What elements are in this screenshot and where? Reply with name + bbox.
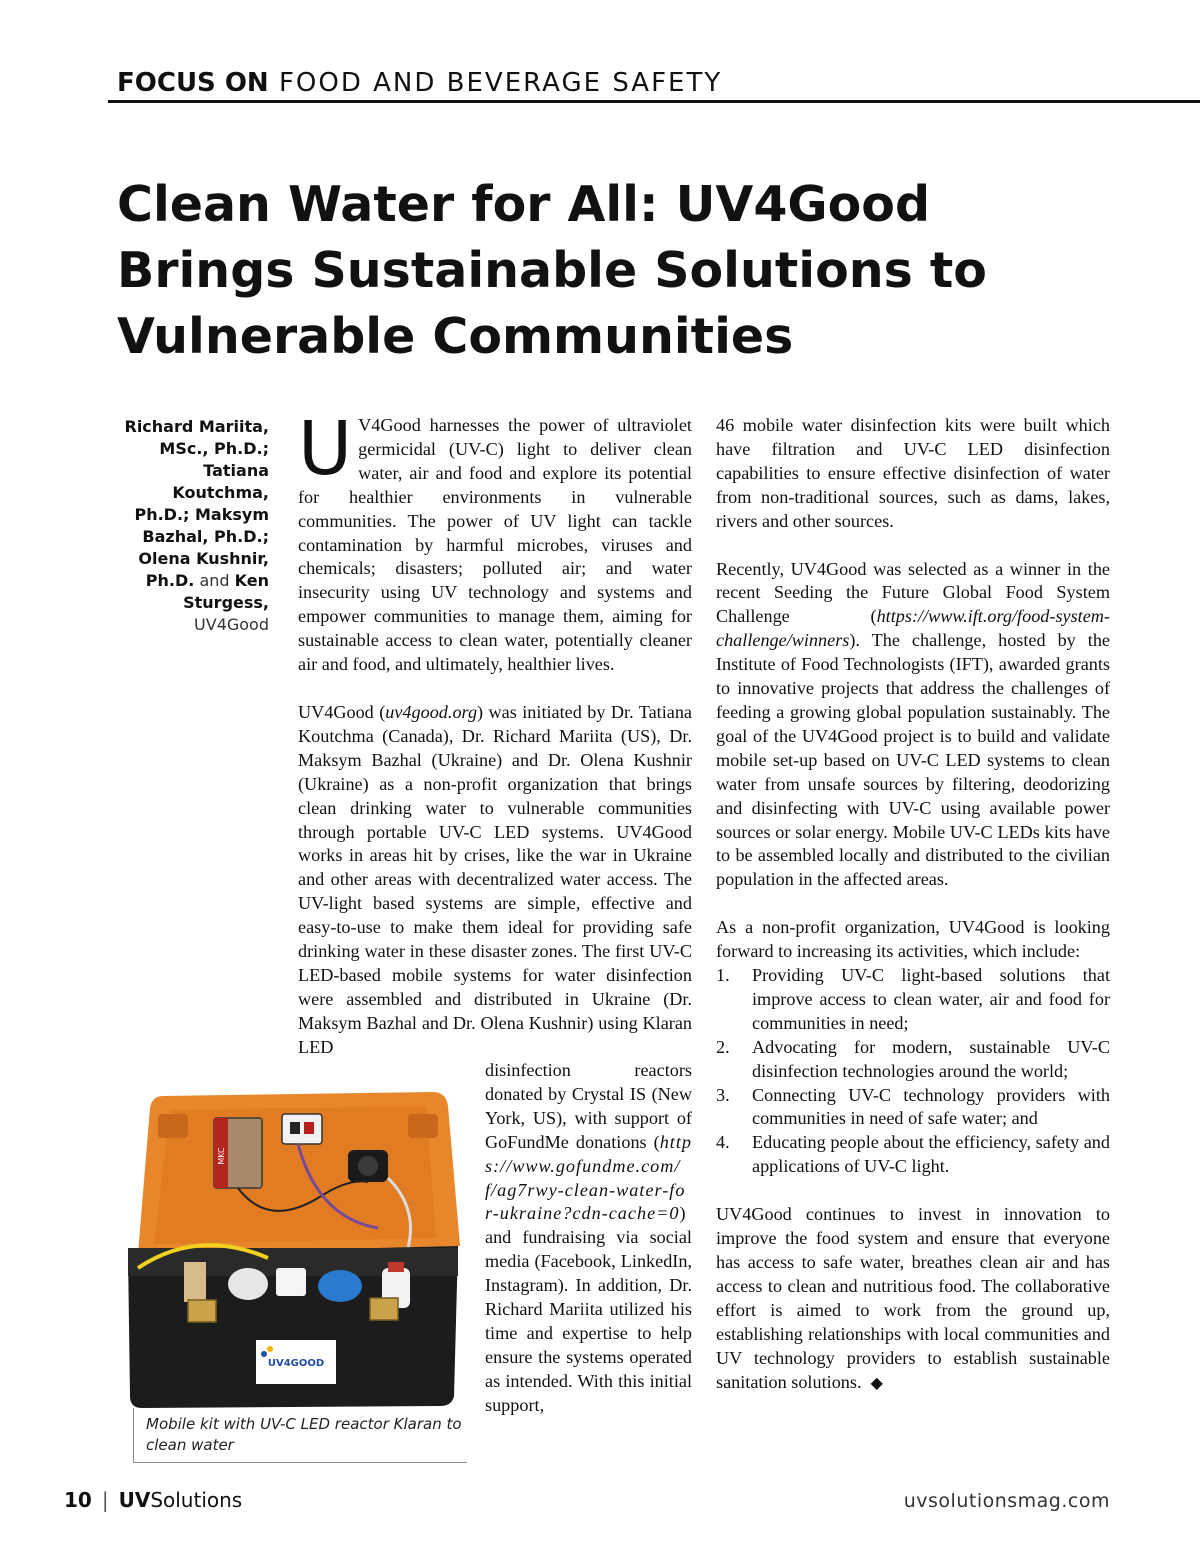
- inverter-label: MKC: [217, 1147, 226, 1165]
- list-text: Providing UV-C light-based solutions that improve access to clean water, air and food for communities in need;: [752, 965, 1110, 1033]
- donation-text-b: ) and fundraising via social media (Facebook, LinkedIn, Instagram). In addition, Dr. Richard Mariita utilized his time and expertise to help ensure the systems operated as intended. With this initial support,: [485, 1203, 692, 1415]
- history-text-a: UV4Good (: [298, 701, 386, 722]
- footer-separator: |: [101, 1488, 109, 1512]
- header-focus-on: FOCUS ON: [117, 68, 269, 98]
- article-column-2: [716, 414, 1110, 1395]
- list-item: [716, 1131, 1110, 1179]
- page-number: 10: [64, 1488, 92, 1512]
- wood-block: [184, 1262, 206, 1302]
- uv4good-link[interactable]: uv4good.org: [385, 701, 478, 722]
- list-text: Advocating for modern, sustainable UV-C disinfection technologies around the world;: [752, 1036, 1110, 1081]
- ift-link[interactable]: https://www.ift.org/food-system-challenge/winners: [716, 606, 1110, 651]
- list-number: 3.: [716, 1084, 730, 1105]
- byline-authors: Richard Mariita, MSc., Ph.D.; Tatiana Koutchma, Ph.D.; Maksym Bazhal, Ph.D.; Olena Kushnir, Ph.D.: [124, 417, 269, 590]
- logo-dot: [261, 1351, 267, 1357]
- footer-website[interactable]: uvsolutionsmag.com: [903, 1490, 1110, 1512]
- header-topic: FOOD AND BEVERAGE SAFETY: [278, 68, 723, 98]
- intro-paragraph: [298, 406, 692, 677]
- switch-button: [304, 1122, 314, 1134]
- latch-left: [188, 1300, 216, 1322]
- lid-clip-right: [408, 1114, 438, 1138]
- list-number: 2.: [716, 1036, 730, 1057]
- filter-housing: [228, 1268, 268, 1300]
- article-title: Clean Water for All: UV4Good Brings Sustainable Solutions to Vulnerable Communities: [117, 176, 987, 365]
- list-item: [716, 964, 1110, 1036]
- logo-dot: [267, 1346, 273, 1352]
- section-header: [117, 68, 722, 98]
- pump-motor: [358, 1156, 378, 1176]
- challenge-text-a: Recently, UV4Good was selected as a winner in the recent Seeding the Future Global Food System Challenge (: [716, 558, 1110, 627]
- magazine-name-rest: Solutions: [150, 1488, 243, 1512]
- activities-list: [716, 964, 1110, 1179]
- photo-caption: Mobile kit with UV-C LED reactor Klaran to clean water: [133, 1408, 467, 1463]
- activities-intro: As a non-profit organization, UV4Good is looking forward to increasing its activities, which include:: [716, 917, 1110, 962]
- donation-paragraph: [485, 1059, 692, 1418]
- closing-text: UV4Good continues to invest in innovation to improve the food system and ensure that everyone has access to safe water, breathes clean air and has access to clean and nutritious food. The collaborative effort is aimed to work from the ground up, establishing relationships with local communities and UV technology providers to establish sustainable sanitation solutions.: [716, 1204, 1110, 1392]
- byline-last-author: Ken Sturgess,: [183, 571, 269, 612]
- list-text: Connecting UV-C technology providers with communities in need of safe water; and: [752, 1084, 1110, 1129]
- closing-paragraph: [716, 1203, 1110, 1395]
- author-byline: [118, 416, 269, 636]
- article-column-1-continued: [485, 1059, 692, 1418]
- history-paragraph: [298, 701, 692, 1060]
- byline-and: and: [199, 571, 230, 590]
- history-text-b: ) was initiated by Dr. Tatiana Koutchma (Canada), Dr. Richard Mariita (US), Dr. Maksym Bazhal (Ukraine) and Dr. Olena Kushnir (Ukraine) as a non-profit organization that brings clean drinking water to vulnerable communities through portable UV-C LED systems. UV4Good works in areas hit by crises, like the war in Ukraine and other areas with decentralized water access. The UV-light based systems are simple, effective and easy-to-use to make them ideal for providing safe drinking water in these disaster zones. The first UV-C LED-based mobile systems for water disinfection were assembled and distributed in Ukraine (Dr. Maksym Bazhal and Dr. Olena Kushnir) using Klaran LED: [298, 701, 692, 1057]
- list-text: Educating people about the efficiency, safety and applications of UV-C light.: [752, 1132, 1110, 1177]
- challenge-paragraph: [716, 558, 1110, 893]
- mobile-kit-photo: [118, 1078, 468, 1408]
- footer-left: [64, 1488, 242, 1512]
- bottle-cap: [388, 1262, 404, 1272]
- gofundme-link[interactable]: https://www.gofundme.com/f/ag7rwy-clean-water-for-ukraine?cdn-cache=0: [485, 1131, 692, 1224]
- header-rule: [108, 100, 1200, 103]
- magazine-name-bold: UV: [118, 1488, 151, 1512]
- donation-text-a: disinfection reactors donated by Crystal IS (New York, US), with support of GoFundMe donations (: [485, 1060, 692, 1152]
- sticker-logo-text: UV4GOOD: [267, 1358, 325, 1369]
- list-number: 1.: [716, 965, 730, 986]
- intro-text: V4Good harnesses the power of ultraviolet germicidal (UV-C) light to deliver clean water, air and food and explore its potential for healthier environments in vulnerable communities. The power of UV light can tackle contamination by harmful microbes, viruses and chemicals; disasters; polluted air; and water insecurity using UV technology and systems and empower communities to manage them, aiming for sustainable access to clean water, potentially cleaner air and food, and ultimately, healthier lives.: [298, 415, 692, 675]
- switch-box: [282, 1114, 322, 1144]
- klaran-reactor: [276, 1268, 306, 1296]
- article-column-1: [298, 406, 692, 1060]
- list-number: 4.: [716, 1132, 730, 1153]
- challenge-text-b: ). The challenge, hosted by the Institute of Food Technologists (IFT), awarded grants to innovative projects that address the challenges of feeding a growing global population sustainably. The goal of the UV4Good project is to build and validate mobile set-up based on UV-C LED systems to clean water from unsafe sources by filtering, deodorizing and disinfecting with UV-C using available power sources or solar energy. Mobile UV-C LEDs kits have to be assembled locally and distributed to the civilian population in the affected areas.: [716, 630, 1110, 890]
- switch-red-button: [290, 1122, 300, 1134]
- drop-cap: U: [298, 406, 353, 492]
- latch-right: [370, 1298, 398, 1320]
- blue-container: [318, 1270, 362, 1302]
- end-mark-icon: ◆: [870, 1374, 883, 1392]
- list-item: [716, 1084, 1110, 1132]
- list-item: [716, 1036, 1110, 1084]
- lid-clip-left: [158, 1114, 188, 1138]
- kits-paragraph: 46 mobile water disinfection kits were built which have filtration and UV-C LED disinfection capabilities to ensure effective disinfection of water from non-traditional sources, such as dams, lakes, rivers and other sources.: [716, 415, 1110, 531]
- byline-org: UV4Good: [194, 615, 269, 634]
